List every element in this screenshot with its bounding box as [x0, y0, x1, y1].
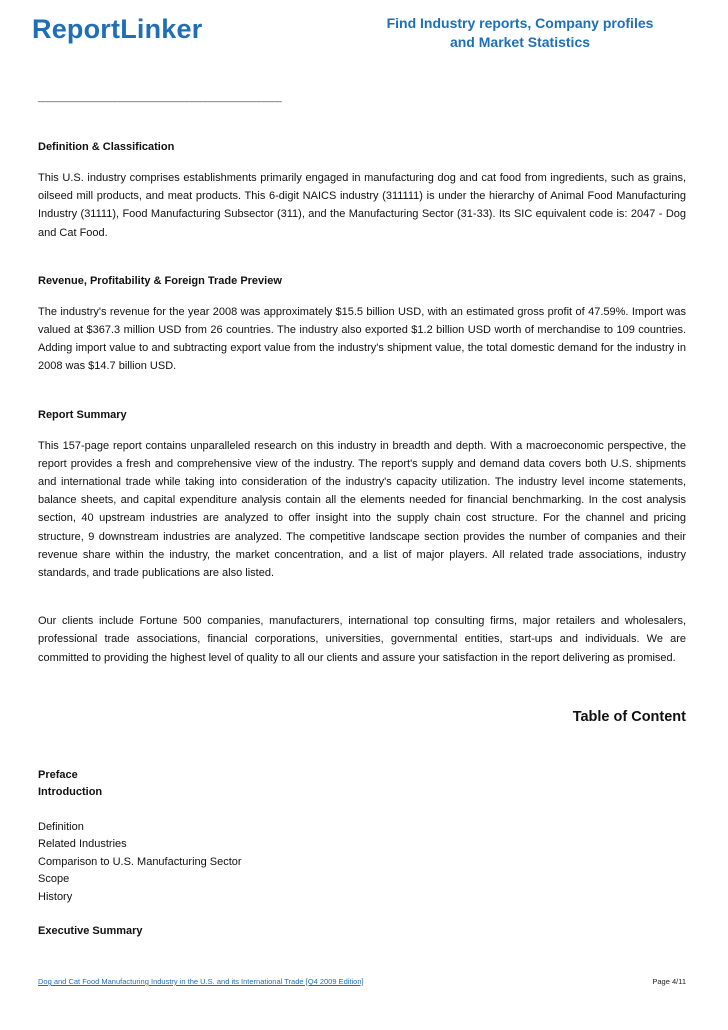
toc-item: Scope [38, 873, 70, 886]
page-number: Page 4/11 [652, 977, 686, 986]
toc-item: History [38, 890, 73, 903]
summary-paragraph: This 157-page report contains unparalleled research on this industry in breadth and depth. With a macroeconomic perspective, the report provides a fresh and comprehensive view of the industry. The report's supply and demand data covers both U.S. shipments and international trade while taking into consideration of the industry's capacity utilization. The industry level income statements, balance sheets, and capital expenditure analysis contain all the elements needed for financial benchmarking. In the cost analysis section, 40 upstream industries are analyzed to offer insight into the supply chain cost structure. For the channel and pricing structure, 9 downstream industries are analyzed. The competitive landscape section provides the number of companies and their revenue share within the industry, the market concentration, and a list of major players. All related trade associations, industry standards, and trade publications are also listed. [38, 439, 686, 580]
table-of-contents [38, 767, 686, 941]
header-tagline [380, 14, 660, 52]
document-body [38, 138, 686, 941]
summary-heading: Report Summary [38, 408, 127, 421]
clients-paragraph: Our clients include Fortune 500 companies, manufacturers, international top consulting firms, major retailers and wholesalers, professional trade associations, financial corporations, universities, governmental entities, start-ups and individuals. We are committed to providing the highest level of quality to all our clients and assure your satisfaction in the report delivering as promised. [38, 615, 686, 664]
toc-item: Comparison to U.S. Manufacturing Sector [38, 855, 242, 868]
reportlinker-logo[interactable]: ReportLinker [32, 14, 203, 44]
page-footer [38, 977, 686, 987]
report-title-link[interactable]: Dog and Cat Food Manufacturing Industry in the U.S. and its International Trade [Q4 2009 Edition] [38, 977, 364, 986]
definition-heading: Definition & Classification [38, 141, 175, 153]
toc-title: Table of Content [572, 708, 686, 725]
toc-preface: Preface [38, 768, 78, 781]
toc-item: Definition [38, 820, 84, 833]
revenue-heading: Revenue, Profitability & Foreign Trade Preview [38, 274, 282, 287]
tagline-line-1: Find Industry reports, Company profiles [386, 15, 654, 31]
toc-item: Related Industries [38, 838, 127, 851]
toc-executive-summary: Executive Summary [38, 925, 143, 938]
toc-introduction: Introduction [38, 786, 103, 799]
tagline-line-2: and Market Statistics [449, 34, 591, 50]
definition-paragraph: This U.S. industry comprises establishments primarily engaged in manufacturing dog and cat food from ingredients, such as grains, oilseed mill products, and meat products. This 6-digit NAICS industry (311111) is under the hierarchy of Animal Food Manufacturing Industry (31111), Food Manufacturing Subsector (311), and the Manufacturing Sector (31-33). Its SIC equivalent code is: 2047 - Dog and Cat Food. [38, 172, 686, 239]
revenue-paragraph: The industry's revenue for the year 2008 was approximately $15.5 billion USD, with an estimated gross profit of 47.59%. Import was valued at $367.3 million USD from 26 countries. The industry also exported $1.2 billion USD worth of merchandise to 109 countries. Adding import value to and subtracting export value from the industry's shipment value, the total domestic demand for the industry in 2008 was $14.7 billion USD. [38, 305, 686, 373]
header-divider: ______________________________________________________ [38, 92, 282, 102]
